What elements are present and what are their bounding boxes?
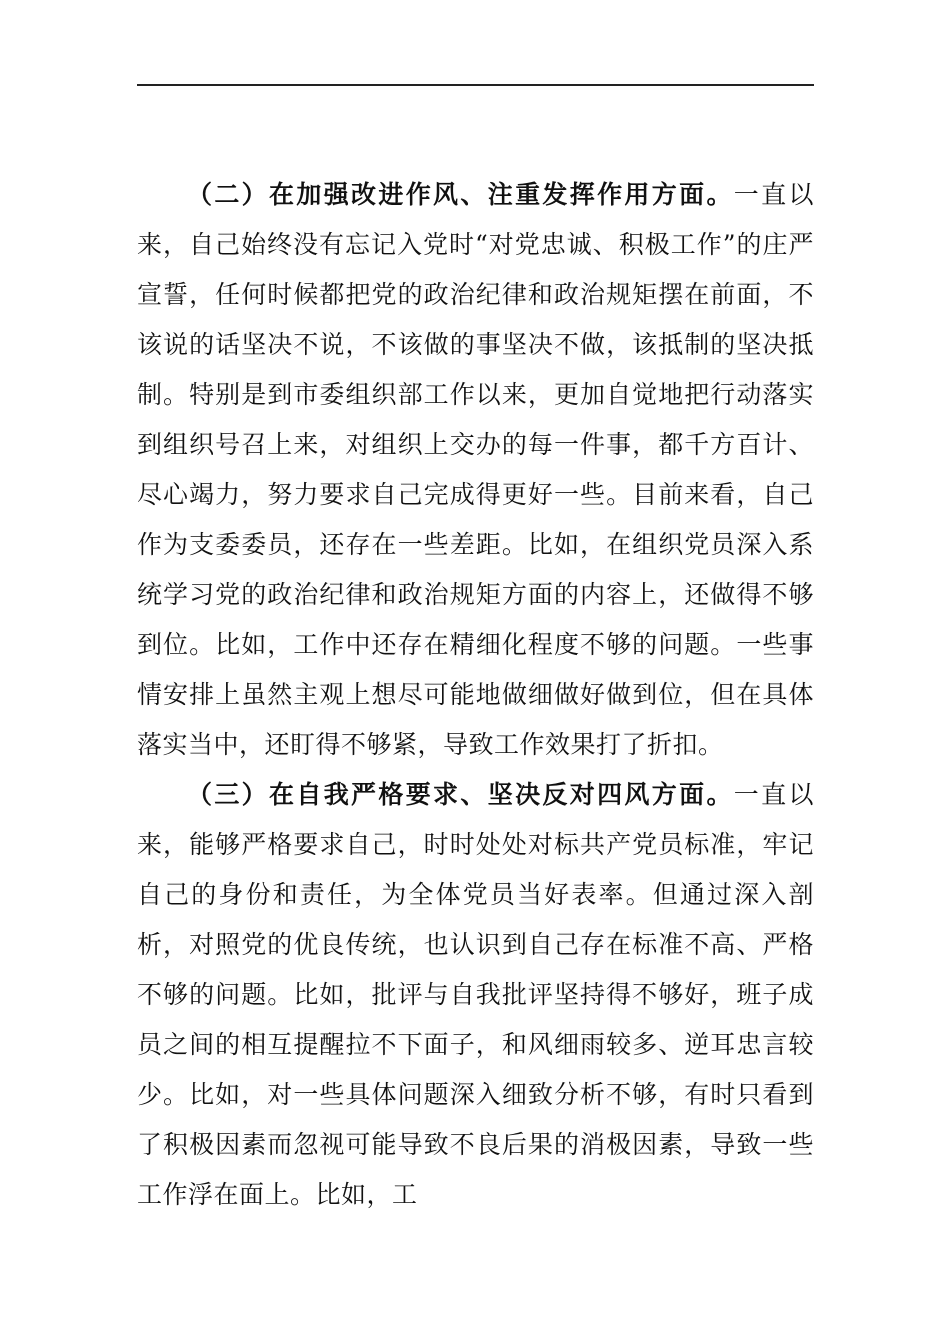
paragraph-text: 一直以来，能够严格要求自己，时时处处对标共产党员标准，牢记自己的身份和责任，为全体党员当好表率。但通过深入剖析，对照党的优良传统，也认识到自己存在标准不高、严格不够的问题。比如，批评与自我批评坚持得不够好，班子成员之间的相互提醒拉不下面子，和风细雨较多、逆耳忠言较少。比如，对一些具体问题深入细致分析不够，有时只看到了积极因素而忽视可能导致不良后果的消极因素，导致一些工作浮在面上。比如，工 xyxy=(137,780,814,1209)
header-rule xyxy=(137,84,814,86)
paragraph-3 xyxy=(137,770,814,1220)
paragraph-2 xyxy=(137,170,814,770)
paragraph-heading: （三）在自我严格要求、坚决反对四风方面。 xyxy=(187,780,734,809)
paragraph-heading: （二）在加强改进作风、注重发挥作用方面。 xyxy=(187,180,734,209)
document-body xyxy=(137,170,814,1220)
paragraph-text: 一直以来，自己始终没有忘记入党时“对党忠诚、积极工作”的庄严宣誓，任何时候都把党的政治纪律和政治规矩摆在前面，不该说的话坚决不说，不该做的事坚决不做，该抵制的坚决抵制。特别是到市委组织部工作以来，更加自觉地把行动落实到组织号召上来，对组织上交办的每一件事，都千方百计、尽心竭力，努力要求自己完成得更好一些。目前来看，自己作为支委委员，还存在一些差距。比如，在组织党员深入系统学习党的政治纪律和政治规矩方面的内容上，还做得不够到位。比如，工作中还存在精细化程度不够的问题。一些事情安排上虽然主观上想尽可能地做细做好做到位，但在具体落实当中，还盯得不够紧，导致工作效果打了折扣。 xyxy=(137,180,814,759)
